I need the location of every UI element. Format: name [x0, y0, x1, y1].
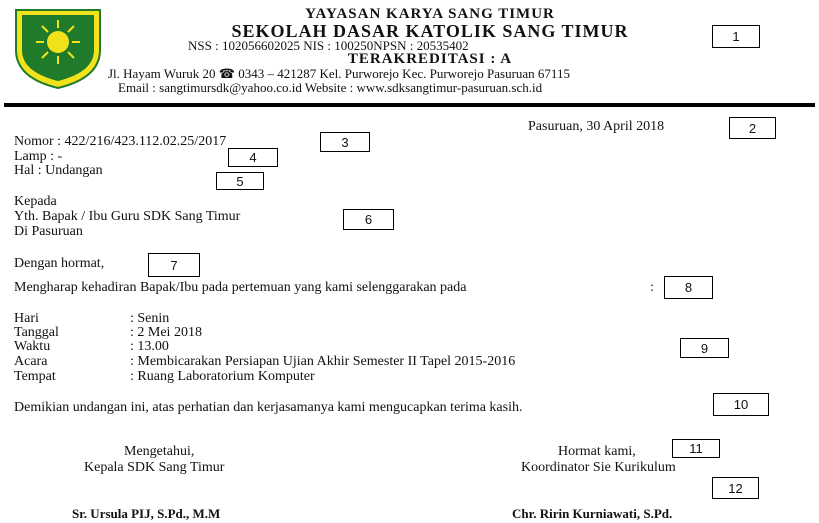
detail-value: : 13.00 [130, 339, 169, 354]
marker-box: 12 [712, 477, 759, 499]
school-name: SEKOLAH DASAR KATOLIK SANG TIMUR [231, 21, 629, 41]
marker-box: 9 [680, 338, 729, 358]
left-sign-title: Mengetahui, [124, 444, 195, 459]
detail-value: : 2 Mei 2018 [130, 325, 202, 340]
detail-label: Waktu [14, 339, 51, 354]
marker-box: 6 [343, 209, 394, 230]
school-contact: Email : sangtimursdk@yahoo.co.id Website : www.sdksangtimur-pasuruan.sch.id [118, 80, 543, 95]
school-address: Jl. Hayam Wuruk 20 ☎ 0343 – 421287 Kel. Purworejo Kec. Purworejo Pasuruan 67115 [108, 66, 570, 81]
left-sign-name: Sr. Ursula PIJ, S.Pd., M.M [72, 506, 221, 521]
marker-box: 8 [664, 276, 713, 299]
detail-label: Hari [14, 311, 39, 326]
intro-text: Mengharap kehadiran Bapak/Ibu pada pertemuan yang kami selenggarakan pada [14, 280, 467, 295]
marker-box: 10 [713, 393, 769, 416]
school-logo [12, 6, 104, 90]
place-date: Pasuruan, 30 April 2018 [528, 119, 665, 134]
marker-box: 11 [672, 439, 720, 458]
letter-subject: Hal : Undangan [14, 163, 103, 178]
marker-box: 7 [148, 253, 200, 277]
letterhead-rule-thick [4, 103, 815, 107]
letter-attachment: Lamp : - [14, 149, 63, 164]
marker-box: 3 [320, 132, 370, 152]
right-sign-name: Chr. Ririn Kurniawati, S.Pd. [512, 506, 673, 521]
accreditation: TERAKREDITASI : A [347, 51, 513, 67]
right-sign-role: Koordinator Sie Kurikulum [521, 460, 676, 475]
school-ids: NSS : 102056602025 NIS : 100250NPSN : 20535402 [188, 38, 469, 53]
right-sign-title: Hormat kami, [558, 444, 636, 459]
closing-text: Demikian undangan ini, atas perhatian dan kerjasamanya kami mengucapkan terima kasih. [14, 400, 523, 415]
greeting: Dengan hormat, [14, 256, 105, 271]
marker-box: 2 [729, 117, 776, 139]
detail-value: : Senin [130, 311, 170, 326]
left-sign-role: Kepala SDK Sang Timur [84, 460, 225, 475]
detail-value: : Membicarakan Persiapan Ujian Akhir Semester II Tapel 2015-2016 [130, 354, 516, 369]
addressee-label: Kepada [14, 194, 57, 209]
foundation-name: YAYASAN KARYA SANG TIMUR [305, 6, 555, 22]
detail-value: : Ruang Laboratorium Komputer [130, 369, 315, 384]
addressee-location: Di Pasuruan [14, 224, 83, 239]
detail-label: Tanggal [14, 325, 59, 340]
detail-label: Tempat [14, 369, 56, 384]
intro-colon: : [650, 280, 654, 295]
marker-box: 4 [228, 148, 278, 167]
marker-box: 5 [216, 172, 264, 190]
detail-label: Acara [14, 354, 48, 369]
marker-box: 1 [712, 25, 760, 48]
letter-number: Nomor : 422/216/423.112.02.25/2017 [14, 134, 227, 149]
addressee: Yth. Bapak / Ibu Guru SDK Sang Timur [14, 209, 241, 224]
